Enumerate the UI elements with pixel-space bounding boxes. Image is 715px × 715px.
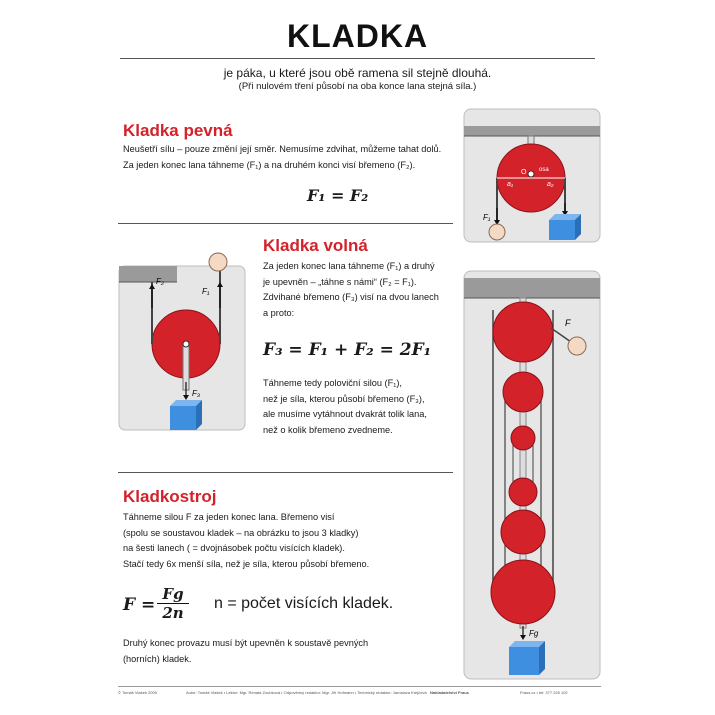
title-rule <box>120 58 595 59</box>
section-rule-1 <box>118 223 453 224</box>
fixed-text-1: Neušetří sílu – pouze změní její směr. Nemusíme zdvihat, můžeme tahat dolů. <box>123 144 442 154</box>
footer-publisher: Nakladatelství Fraus <box>430 690 469 695</box>
subnote: (Při nulovém tření působí na oba konce lana stejná síla.) <box>238 81 477 92</box>
free-line-3: Zdvihané břemeno (F₃) visí na dvou lanech <box>263 292 439 302</box>
footer-left: © Tomáš Vlašek 2009 <box>118 690 157 695</box>
fixed-pulley-diagram <box>463 108 601 243</box>
free-line-4: a proto: <box>263 307 295 318</box>
tackle-wheel-5 <box>501 510 545 554</box>
subtitle: je páka, u které jsou obě ramena sil stejně dlouhá. <box>223 66 492 80</box>
tackle-text-1 <box>123 510 453 572</box>
free-label-f2: F₂ <box>156 277 164 286</box>
ceiling-beam <box>464 126 600 136</box>
heading-free-pulley: Kladka volná <box>263 236 368 255</box>
footer-middle: Autor: Tomáš Vlašek • Lektor: Mgr. Renata Zoubková • Odpovědný redaktor: Mgr. Jiří Hofmann • Technický redaktor: Jaroslava Krejčová <box>186 690 427 695</box>
free-line-7: ale musíme vytáhnout dvakrát tolik lana, <box>263 409 427 419</box>
label-a2: a₂ <box>547 181 554 188</box>
tackle-formula-lhs: F = <box>123 595 156 615</box>
free-line-8: než o kolik břemeno zvedneme. <box>263 424 393 435</box>
tackle-ceiling <box>464 278 600 298</box>
tackle-line-6: (horních) kladek. <box>123 653 192 664</box>
free-pulley-diagram <box>118 248 248 433</box>
tackle-line-3: na šesti lanech ( = dvojnásobek počtu visících kladek). <box>123 543 345 553</box>
tackle-hand-icon <box>568 337 586 355</box>
free-line-5: Táhneme tedy poloviční silou (F₁), <box>263 378 402 388</box>
label-o: O <box>521 169 527 176</box>
tackle-wheel-6 <box>491 560 555 624</box>
free-hand-icon <box>209 253 227 271</box>
free-line-1: Za jeden konec lana táhneme (F₁) a druhý <box>263 261 435 271</box>
tackle-wheel-1 <box>493 302 553 362</box>
heading-fixed-pulley: Kladka pevná <box>123 121 233 140</box>
tackle-label-fg: Fg <box>529 629 539 638</box>
fraction-denominator: 2n <box>162 604 184 622</box>
tackle-load-block <box>509 641 545 647</box>
tackle-line-1: Táhneme silou F za jeden konec lana. Břemeno visí <box>123 512 335 522</box>
tackle-fraction <box>157 585 189 622</box>
tackle-diagram <box>463 270 601 680</box>
fixed-formula: F₁ = F₂ <box>307 186 369 205</box>
free-line-6: než je síla, kterou působí břemeno (F₃), <box>263 393 425 404</box>
tackle-line-4: Stačí tedy 6x menší síla, než je síla, kterou působí břemeno. <box>123 558 370 569</box>
tackle-wheel-4 <box>509 478 537 506</box>
free-label-f1: F₁ <box>202 287 210 296</box>
label-f1: F₁ <box>483 213 491 222</box>
tackle-n-definition: n = počet visících kladek. <box>214 595 394 612</box>
poster-title: KLADKA <box>286 18 429 54</box>
tackle-label-f: F <box>565 318 571 328</box>
footer-right: Fraus.cz • tel: 377 226 102 <box>520 690 568 695</box>
section-rule-2 <box>118 472 453 473</box>
fixed-text-2: Za jeden konec lana táhneme (F₁) a na druhém konci visí břemeno (F₂). <box>123 160 416 170</box>
hand-icon <box>489 224 505 240</box>
axle <box>528 171 534 177</box>
heading-tackle: Kladkostroj <box>123 487 217 506</box>
label-a1: a₁ <box>507 181 514 188</box>
tackle-wheel-3 <box>511 426 535 450</box>
fraction-numerator: Fg <box>157 585 189 604</box>
free-label-f3: F₃ <box>192 389 201 398</box>
free-line-2: je upevněn – „táhne s námi“ (F₂ = F₁). <box>263 276 417 287</box>
free-text-2 <box>263 376 463 438</box>
free-ceiling <box>119 266 177 282</box>
tackle-line-2: (spolu se soustavou kladek – na obrázku to jsou 3 kladky) <box>123 527 359 538</box>
tackle-line-5: Druhý konec provazu musí být upevněn k soustavě pevných <box>123 638 369 648</box>
label-axis: osa <box>539 167 549 173</box>
footer-rule <box>118 686 601 687</box>
free-text-1 <box>263 259 463 321</box>
free-formula: F₃ = F₁ + F₂ = 2F₁ <box>263 340 432 360</box>
tackle-wheel-2 <box>503 372 543 412</box>
tackle-text-2 <box>123 636 453 667</box>
